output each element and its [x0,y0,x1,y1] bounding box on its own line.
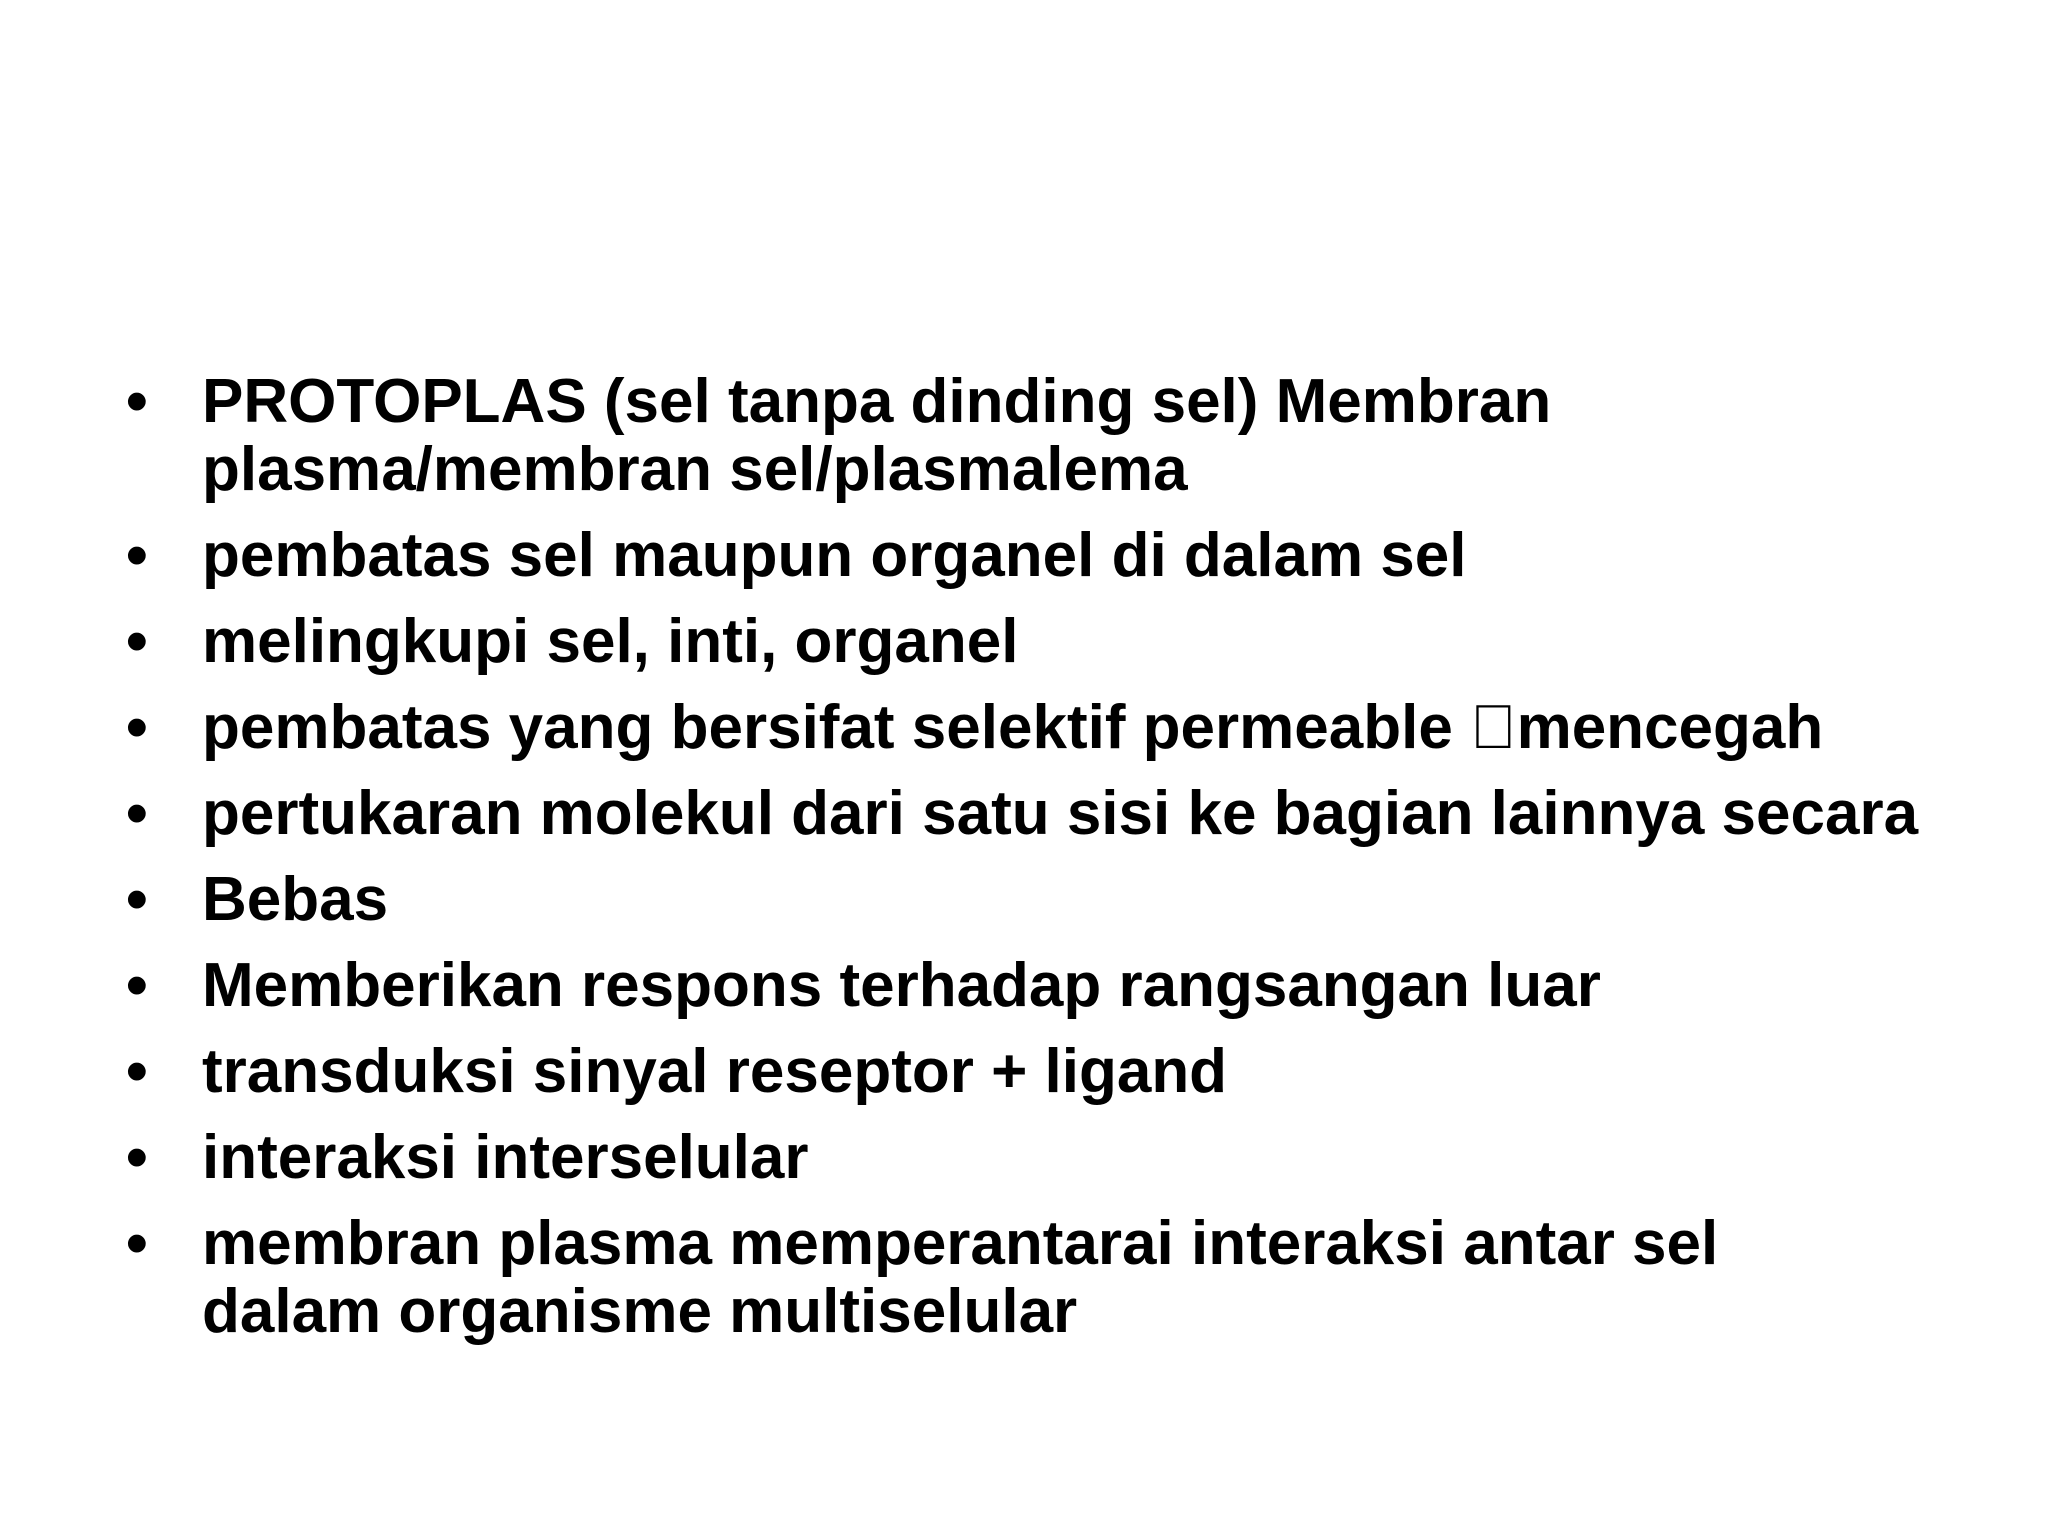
bullet-text: pertukaran molekul dari satu sisi ke bagian lainnya secara [202,779,1919,848]
bullet-marker: • [126,1123,148,1192]
bullet-marker: • [126,1209,148,1278]
bullet-item [118,866,1978,934]
bullet-marker: • [126,367,148,436]
bullet-text: pembatas yang bersifat selektif permeable  mencegah [202,693,1824,762]
bullet-list [118,368,1978,1364]
bullet-item [118,780,1978,848]
bullet-text: interaksi interselular [202,1123,809,1192]
bullet-marker: • [126,693,148,762]
bullet-text: transduksi sinyal reseptor + ligand [202,1037,1228,1106]
bullet-marker: • [126,865,148,934]
bullet-text: pembatas sel maupun organel di dalam sel [202,521,1467,590]
bullet-item [118,1038,1978,1106]
bullet-item [118,368,1978,504]
bullet-text: membran plasma memperantarai interaksi antar sel dalam organisme multiselular [202,1209,1719,1346]
bullet-item [118,952,1978,1020]
bullet-text: PROTOPLAS (sel tanpa dinding sel) Membran plasma/membran sel/plasmalema [202,367,1552,504]
bullet-item [118,1124,1978,1192]
bullet-item [118,694,1978,762]
bullet-text: Bebas [202,865,389,934]
bullet-item [118,522,1978,590]
bullet-marker: • [126,521,148,590]
bullet-marker: • [126,1037,148,1106]
bullet-text: Memberikan respons terhadap rangsangan luar [202,951,1601,1020]
bullet-item [118,608,1978,676]
bullet-text: melingkupi sel, inti, organel [202,607,1019,676]
bullet-marker: • [126,951,148,1020]
bullet-marker: • [126,779,148,848]
bullet-marker: • [126,607,148,676]
bullet-item [118,1210,1978,1346]
